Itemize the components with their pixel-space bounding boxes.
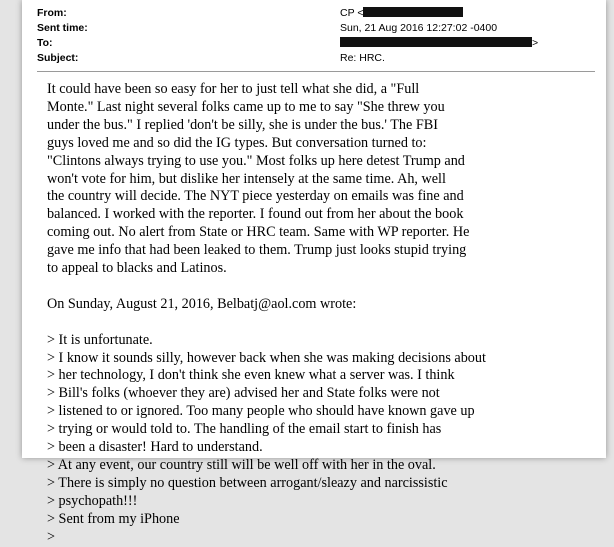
quoted-line: > trying or would told to. The handling of the email start to finish has xyxy=(47,421,442,438)
quoted-line: > There is simply no question between arrogant/sleazy and narcissistic xyxy=(47,474,448,491)
body-line: under the bus." I replied 'don't be silly, she is under the bus.' The FBI xyxy=(47,116,438,133)
quoted-line: > listened to or ignored. Too many people who should have known gave up xyxy=(47,403,475,420)
body-line: coming out. No alert from State or HRC team. Same with WP reporter. He xyxy=(47,224,470,241)
quoted-line: > been a disaster! Hard to understand. xyxy=(47,439,263,456)
email-headers xyxy=(37,6,597,66)
sent-time-row xyxy=(37,21,597,36)
body-line: Monte." Last night several folks came up to me to say "She threw you xyxy=(47,98,445,115)
paragraph-gap xyxy=(47,278,597,296)
quoted-line: > I know it sounds silly, however back when she was making decisions about xyxy=(47,349,486,366)
to-label: To: xyxy=(37,37,53,49)
body-line: It could have been so easy for her to just tell what she did, a "Full xyxy=(47,81,420,97)
body-line: "Clintons always trying to use you." Most folks up here detest Trump and xyxy=(47,152,465,169)
quoted-line: > her technology, I don't think she even knew what a server was. I think xyxy=(47,367,455,384)
body-line: the country will decide. The NYT piece yesterday on emails was fine and xyxy=(47,188,464,205)
redaction-bar xyxy=(363,7,463,17)
message-paragraph xyxy=(47,81,597,278)
subject-row xyxy=(37,51,597,66)
body-line: guys loved me and so did the IG types. But conversation turned to: xyxy=(47,134,427,151)
reply-header: On Sunday, August 21, 2016, Belbatj@aol.com wrote: xyxy=(47,295,357,312)
email-body xyxy=(47,81,597,547)
from-value xyxy=(340,6,463,21)
redaction-bar xyxy=(340,37,532,47)
quoted-line: > xyxy=(47,528,56,545)
body-line: gave me info that had been leaked to them. Trump just looks stupid trying xyxy=(47,242,467,259)
from-label: From: xyxy=(37,7,67,19)
header-divider xyxy=(37,71,595,72)
body-line: balanced. I worked with the reporter. I found out from her about the book xyxy=(47,206,464,223)
sent-time-label: Sent time: xyxy=(37,22,88,34)
to-value xyxy=(340,36,538,51)
body-line: to appeal to blacks and Latinos. xyxy=(47,260,227,277)
body-line: won't vote for him, but dislike her intensely at the same time. Ah, well xyxy=(47,170,446,187)
paragraph-gap xyxy=(47,314,597,332)
quoted-line: > Bill's folks (whoever they are) advised her and State folks were not xyxy=(47,385,440,402)
to-bracket: > xyxy=(532,37,539,49)
quoted-line: > Sent from my iPhone xyxy=(47,510,180,527)
quoted-message xyxy=(47,332,597,547)
sent-time-value: Sun, 21 Aug 2016 12:27:02 -0400 xyxy=(340,22,498,34)
to-row xyxy=(37,36,597,51)
quoted-line: > At any event, our country still will be well off with her in the oval. xyxy=(47,457,436,473)
quoted-line: > psychopath!!! xyxy=(47,492,138,509)
subject-label: Subject: xyxy=(37,52,79,64)
quoted-line: > It is unfortunate. xyxy=(47,331,153,348)
subject-value: Re: HRC. xyxy=(340,52,385,64)
from-row xyxy=(37,6,597,21)
from-text: CP < xyxy=(340,7,364,19)
email-printout xyxy=(22,0,606,545)
